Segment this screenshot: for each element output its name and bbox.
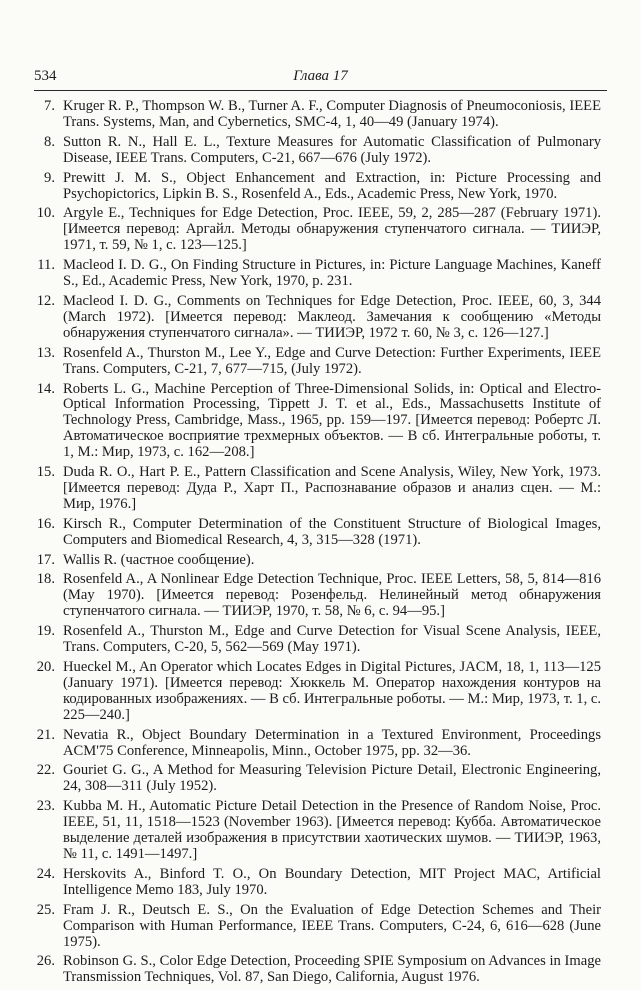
reference-text: Robinson G. S., Color Edge Detection, Proceeding SPIE Symposium on Advances in Image Transmission Techniques, Vol. 87, San Diego, California, August 1976. xyxy=(63,953,601,986)
reference-item xyxy=(34,799,601,863)
reference-text: Gouriet G. G., A Method for Measuring Television Picture Detail, Electronic Engineering, 24, 308—311 (July 1952). xyxy=(63,762,601,795)
reference-number: 12. xyxy=(36,292,55,309)
reference-item xyxy=(34,465,601,513)
reference-number: 23. xyxy=(36,798,55,815)
reference-text: Rosenfeld A., Thurston M., Lee Y., Edge and Curve Detection: Further Experiments, IEEE Trans. Computers, C-21, 7, 677—715, (July 1972). xyxy=(63,344,601,377)
reference-text: Herskovits A., Binford T. O., On Boundary Detection, MIT Project MAC, Artificial Intelligence Memo 183, July 1970. xyxy=(63,865,601,898)
page-header xyxy=(34,68,607,91)
reference-item xyxy=(34,135,601,167)
reference-item xyxy=(34,258,601,290)
reference-item xyxy=(34,99,601,131)
reference-item xyxy=(34,954,601,986)
reference-number: 17. xyxy=(36,551,55,568)
reference-text: Kirsch R., Computer Determination of the Constituent Structure of Biological Images, Computers and Biomedical Research, 4, 3, 315—328 (1971). xyxy=(63,515,601,548)
reference-text: Fram J. R., Deutsch E. S., On the Evaluation of Edge Detection Schemes and Their Comparison with Human Performance, IEEE Trans. Computers, C-24, 6, 616—628 (June 1975). xyxy=(63,901,601,950)
reference-item xyxy=(34,728,601,760)
reference-text: Roberts L. G., Machine Perception of Three-Dimensional Solids, in: Optical and Electro-Optical Information Processing, Tippett J. T. et al., Eds., Massachusetts Institute of Technology Press, Cambridge, Mass., 1965, pp. 159—197. [Имеется перевод: Робертс Л. Автоматическое восприятие трехмерных объектов. — В сб. Интегральные роботы, т. 1, М.: Мир, 1973, с. 162—208.] xyxy=(63,380,601,461)
reference-number: 16. xyxy=(36,515,55,532)
reference-text: Kruger R. P., Thompson W. B., Turner A. F., Computer Diagnosis of Pneumoconiosis, IEEE Trans. Systems, Man, and Cybernetics, SMC-4, 1, 40—49 (January 1974). xyxy=(63,98,601,130)
reference-item xyxy=(34,763,601,795)
reference-item xyxy=(34,294,601,342)
reference-number: 18. xyxy=(36,571,55,588)
reference-number: 7. xyxy=(44,98,55,114)
reference-item xyxy=(34,206,601,254)
reference-item xyxy=(34,572,601,620)
reference-number: 9. xyxy=(44,169,55,186)
reference-number: 8. xyxy=(44,133,55,150)
reference-text: Duda R. O., Hart P. E., Pattern Classification and Scene Analysis, Wiley, New York, 1973. [Имеется перевод: Дуда Р., Харт П., Распознавание образов и анализ сцен. — М.: Мир, 1976.] xyxy=(63,464,601,512)
reference-text: Argyle E., Techniques for Edge Detection, Proc. IEEE, 59, 2, 285—287 (February 1971). [Имеется перевод: Аргайл. Методы обнаружения ступенчатого сигнала. — ТИИЭР, 1971, т. 59, № 1, с. 123—125.] xyxy=(63,205,601,254)
reference-text: Kubba M. H., Automatic Picture Detail Detection in the Presence of Random Noise, Proc. IEEE, 51, 11, 1518—1523 (November 1963). [Имеется перевод: Кубба. Автоматическое выделение деталей изображения в присутствии хаотических шумов. — ТИИЭР, 1963, № 11, с. 1491—1497.] xyxy=(63,798,601,862)
reference-text: Prewitt J. M. S., Object Enhancement and Extraction, in: Picture Processing and Psychopictorics, Lipkin B. S., Rosenfeld A., Eds., Academic Press, New York, 1970. xyxy=(63,169,601,202)
reference-number: 10. xyxy=(36,205,55,222)
reference-number: 19. xyxy=(36,623,55,640)
reference-item xyxy=(34,867,601,899)
page-number: 534 xyxy=(34,68,57,84)
reference-number: 15. xyxy=(36,464,55,481)
reference-item xyxy=(34,517,601,549)
reference-item xyxy=(34,660,601,724)
reference-number: 13. xyxy=(36,344,55,361)
reference-list xyxy=(34,99,601,990)
reference-text: Sutton R. N., Hall E. L., Texture Measures for Automatic Classification of Pulmonary Disease, IEEE Trans. Computers, C-21, 667—676 (July 1972). xyxy=(63,133,601,166)
reference-item xyxy=(34,382,601,462)
reference-number: 21. xyxy=(36,726,55,743)
reference-item xyxy=(34,624,601,656)
reference-text: Hueckel M., An Operator which Locates Edges in Digital Pictures, JACM, 18, 1, 113—125 (January 1971). [Имеется перевод: Хюккель М. Оператор нахождения контуров на кодированных изображениях. — В сб. Интегральные роботы. — М.: Мир, 1973, т. 1, с. 225—240.] xyxy=(63,659,601,723)
reference-text: Macleod I. D. G., On Finding Structure in Pictures, in: Picture Language Machines, Kaneff S., Ed., Academic Press, New York, 1970, p. 231. xyxy=(63,257,601,290)
reference-number: 26. xyxy=(36,953,55,970)
reference-number: 24. xyxy=(36,865,55,882)
reference-number: 20. xyxy=(36,659,55,675)
chapter-title: Глава 17 xyxy=(293,68,348,84)
reference-text: Rosenfeld A., Thurston M., Edge and Curve Detection for Visual Scene Analysis, IEEE, Trans. Computers, C-20, 5, 562—569 (May 1971). xyxy=(63,623,601,656)
reference-text: Macleod I. D. G., Comments on Techniques for Edge Detection, Proc. IEEE, 60, 3, 344 (March 1972). [Имеется перевод: Маклеод. Замечания к сообщению «Методы обнаружения ступенчатого сигнала». — ТИИЭР, 1972 т. 60, № 3, с. 126—127.] xyxy=(63,292,601,341)
reference-number: 11. xyxy=(37,257,55,274)
reference-number: 14. xyxy=(36,380,55,397)
reference-text: Wallis R. (частное сообщение). xyxy=(63,551,255,568)
reference-number: 25. xyxy=(36,901,55,918)
reference-text: Nevatia R., Object Boundary Determination in a Textured Environment, Proceedings ACM'75 Conference, Minneapolis, Minn., October 1975, pp. 32—36. xyxy=(63,726,601,759)
reference-item xyxy=(34,171,601,203)
reference-item xyxy=(34,903,601,951)
reference-number: 22. xyxy=(36,762,55,779)
reference-item xyxy=(34,346,601,378)
reference-text: Rosenfeld A., A Nonlinear Edge Detection Technique, Proc. IEEE Letters, 58, 5, 814—816 (May 1970). [Имеется перевод: Розенфельд. Нелинейный метод обнаружения ступенчатого сигнала. — ТИИЭР, 1970, т. 58, № 6, с. 94—95.] xyxy=(63,571,601,620)
reference-item xyxy=(34,553,601,569)
